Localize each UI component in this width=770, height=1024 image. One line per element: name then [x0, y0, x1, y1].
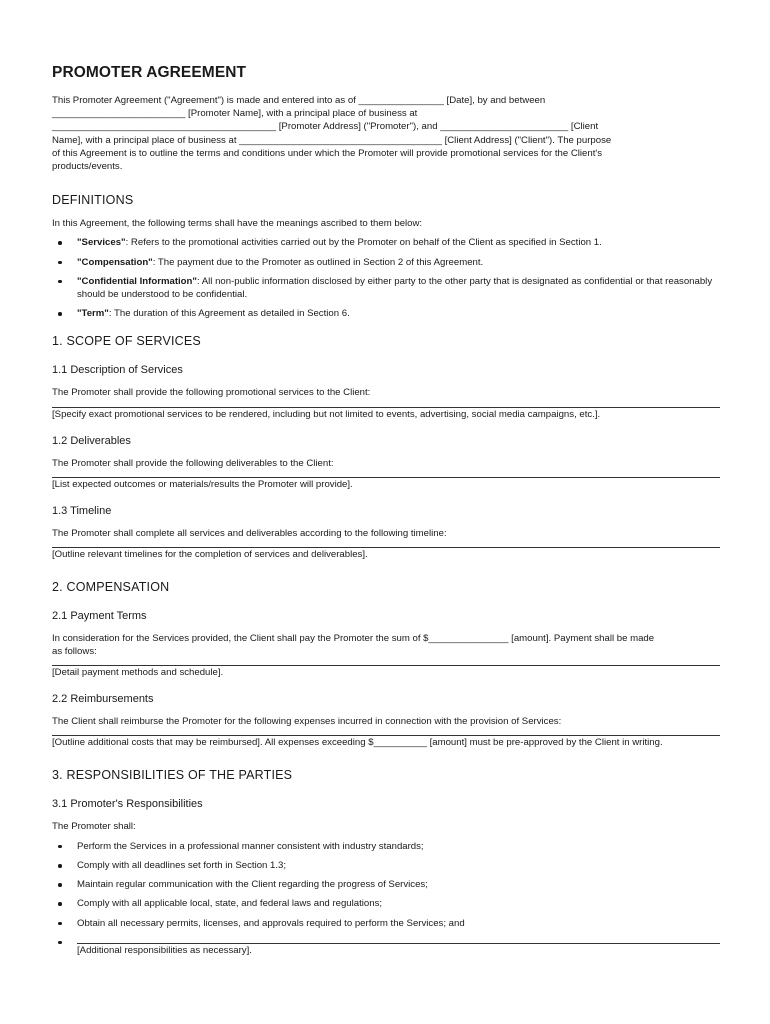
subsection-text: The Promoter shall complete all services and deliverables according to the following timeline:	[52, 528, 447, 540]
intro-line: of this Agreement is to outline the terms and conditions under which the Promoter will provide promotional services for the Client's	[52, 147, 603, 159]
subsection-text: In consideration for the Services provided, the Client shall pay the Promoter the sum of $_______________ [amount]. Payment shall be made	[52, 632, 655, 644]
definition-term: "Confidential Information"	[77, 275, 197, 287]
bullet-icon	[58, 864, 62, 868]
subsection-text: The Promoter shall provide the following promotional services to the Client:	[52, 387, 371, 399]
subsection-heading: 2.2 Reimbursements	[52, 693, 154, 706]
definition-text: : The payment due to the Promoter as outlined in Section 2 of this Agreement.	[152, 256, 484, 268]
definition-text: : The duration of this Agreement as detailed in Section 6.	[108, 308, 350, 320]
bullet-icon	[58, 312, 62, 316]
subsection-text: The Promoter shall:	[52, 820, 136, 832]
subsection-text: The Client shall reimburse the Promoter for the following expenses incurred in connection with the provision of Services:	[52, 716, 562, 728]
responsibilities-list	[52, 840, 720, 957]
placeholder-text: [Outline additional costs that may be reimbursed]. All expenses exceeding $__________ [amount] must be pre-approved by the Client in writing.	[52, 737, 663, 749]
responsibility-text: Obtain all necessary permits, licenses, and approvals required to perform the Services; and	[77, 917, 465, 929]
fill-in-line	[52, 400, 720, 408]
intro-line: __________________________________________ [Promoter Address] ("Promoter"), and ________________________ [Client	[52, 121, 599, 133]
fill-in-line	[52, 658, 720, 666]
subsection-heading: 1.2 Deliverables	[52, 434, 131, 447]
definitions-heading: DEFINITIONS	[52, 193, 134, 208]
fill-in-line	[77, 936, 720, 944]
document-title: PROMOTER AGREEMENT	[52, 64, 247, 81]
intro-line: products/events.	[52, 161, 123, 173]
bullet-icon	[58, 261, 62, 265]
intro-line: Name], with a principal place of business at ______________________________________ [Client Address] ("Client"). The purpose	[52, 134, 612, 146]
responsibility-item	[52, 840, 720, 853]
responsibility-item	[52, 859, 720, 872]
placeholder-text: [Specify exact promotional services to be rendered, including but not limited to events, advertising, social media campaigns, etc.].	[52, 408, 601, 420]
subsection-heading: 2.1 Payment Terms	[52, 609, 147, 622]
definition-term: "Term"	[77, 308, 109, 320]
responsibility-item	[52, 878, 720, 891]
responsibility-item	[52, 897, 720, 910]
definition-term: "Compensation"	[77, 256, 153, 268]
bullet-icon	[58, 845, 62, 849]
responsibility-item	[52, 936, 720, 957]
subsection-heading: 1.3 Timeline	[52, 505, 112, 518]
intro-paragraph	[52, 94, 720, 173]
intro-line: This Promoter Agreement ("Agreement") is made and entered into as of ________________ [Date], by and between	[52, 95, 546, 106]
placeholder-text: [List expected outcomes or materials/results the Promoter will provide].	[52, 479, 353, 491]
bullet-icon	[58, 922, 62, 926]
subsection-1-2	[52, 435, 720, 491]
document-page	[52, 64, 720, 963]
responsibility-text: Comply with all deadlines set forth in Section 1.3;	[77, 860, 287, 872]
bullet-icon	[58, 883, 62, 887]
bullet-icon	[58, 941, 62, 945]
section-3-heading: 3. RESPONSIBILITIES OF THE PARTIES	[52, 767, 293, 782]
responsibility-text: [Additional responsibilities as necessary].	[77, 944, 252, 956]
responsibility-text: Maintain regular communication with the Client regarding the progress of Services;	[77, 879, 428, 891]
subsection-2-1	[52, 610, 720, 680]
responsibility-text: Comply with all applicable local, state, and federal laws and regulations;	[77, 898, 383, 910]
subsection-2-2	[52, 693, 720, 749]
subsection-text: The Promoter shall provide the following deliverables to the Client:	[52, 457, 334, 469]
definition-item	[52, 236, 720, 249]
responsibility-text: Perform the Services in a professional manner consistent with industry standards;	[77, 840, 424, 852]
bullet-icon	[58, 241, 62, 245]
placeholder-text: [Outline relevant timelines for the completion of services and deliverables].	[52, 549, 368, 561]
definition-item	[52, 275, 720, 301]
subsection-1-3	[52, 505, 720, 561]
definition-item	[52, 307, 720, 320]
intro-line: _________________________ [Promoter Name], with a principal place of business at	[52, 108, 418, 120]
bullet-icon	[58, 280, 62, 284]
bullet-icon	[58, 902, 62, 906]
definition-term: "Services"	[77, 237, 126, 249]
subsection-3-1	[52, 798, 720, 957]
fill-in-line	[52, 728, 720, 736]
section-2-heading: 2. COMPENSATION	[52, 579, 170, 594]
fill-in-line	[52, 470, 720, 478]
subsection-heading: 1.1 Description of Services	[52, 364, 183, 377]
definition-text: : All non-public information disclosed by either party to the other party that is designated as confidential or that reasonably should be understood to be confidential.	[77, 275, 713, 301]
section-1-heading: 1. SCOPE OF SERVICES	[52, 334, 201, 349]
definitions-list	[52, 236, 720, 320]
responsibility-item	[52, 917, 720, 930]
subsection-heading: 3.1 Promoter's Responsibilities	[52, 797, 203, 810]
fill-in-line	[52, 540, 720, 548]
placeholder-text: [Detail payment methods and schedule].	[52, 667, 224, 679]
subsection-text: as follows:	[52, 645, 97, 657]
definition-item	[52, 256, 720, 269]
definitions-lead: In this Agreement, the following terms shall have the meanings ascribed to them below:	[52, 218, 423, 230]
definition-text: : Refers to the promotional activities carried out by the Promoter on behalf of the Client as specified in Section 1.	[125, 237, 602, 249]
subsection-1-1	[52, 364, 720, 420]
